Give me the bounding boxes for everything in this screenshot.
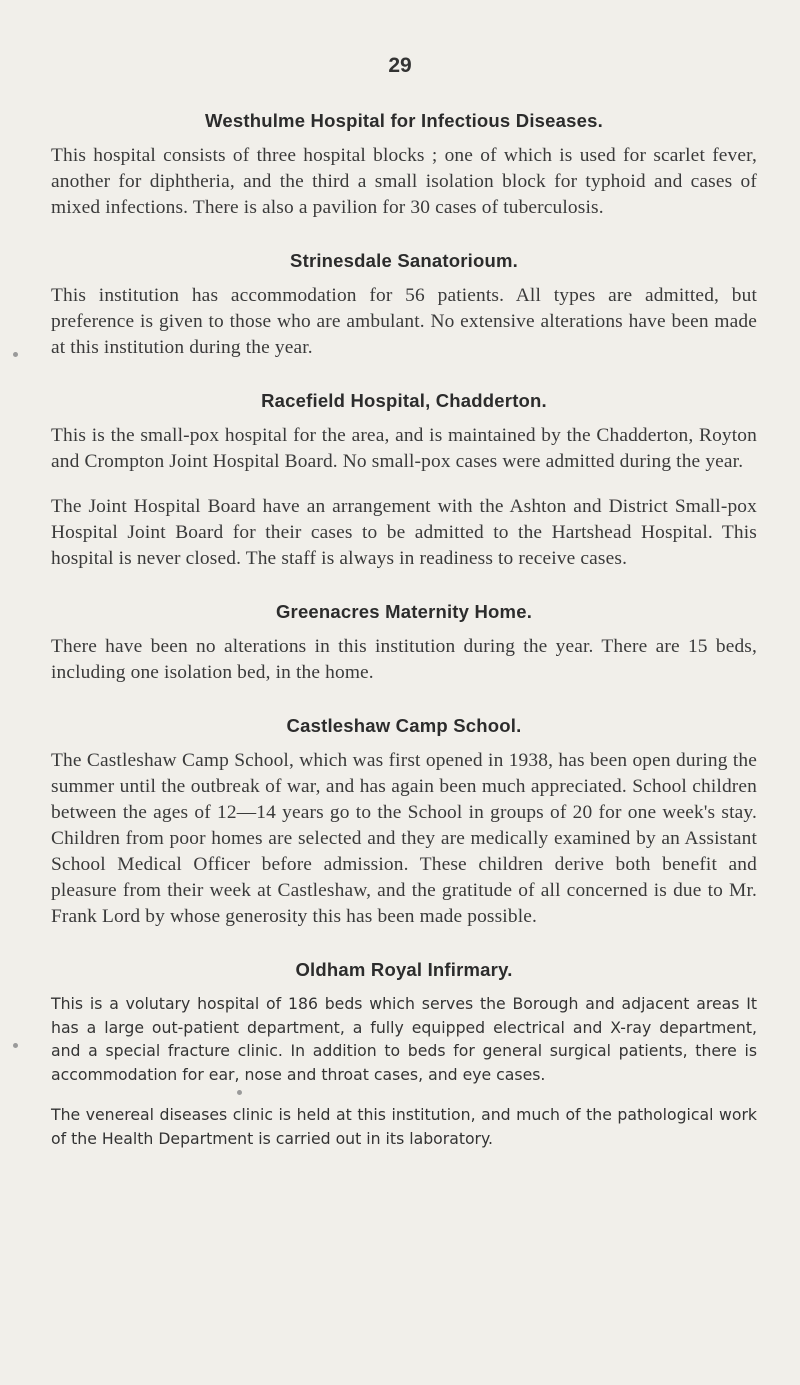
scan-speck — [13, 352, 18, 357]
section-greenacres — [51, 601, 757, 686]
paragraph: The venereal diseases clinic is held at this institution, and much of the pathological work of the Health Department is carried out in its laboratory. — [51, 1105, 757, 1148]
paragraph: This is a volutary hospital of 186 beds which serves the Borough and adjacent areas It has a large out-patient department, a fully equipped electrical and X-ray department, and a special fracture clinic. In addition to beds for general surgical patients, there is accommodation for ear, nose and throat cases, and eye cases. — [51, 994, 757, 1084]
section-castleshaw — [51, 715, 757, 930]
paragraph: The Joint Hospital Board have an arrangement with the Ashton and District Small-pox Hospital Joint Board for their cases to be admitted to the Hartshead Hospital. This hospital is never closed. The staff is always in readiness to receive cases. — [51, 496, 757, 569]
paragraph: This hospital consists of three hospital blocks ; one of which is used for scarlet fever, another for diphtheria, and the third a small isolation block for typhoid and cases of mixed infections. There is also a pavilion for 30 cases of tuberculosis. — [51, 145, 757, 218]
paragraph: This is the small-pox hospital for the area, and is maintained by the Chadderton, Royton and Crompton Joint Hospital Board. No small-pox cases were admitted during the year. — [51, 425, 757, 472]
document-body — [51, 110, 757, 1179]
page-number: 29 — [388, 54, 412, 77]
section-heading: Racefield Hospital, Chadderton. — [261, 390, 547, 411]
section-oldham-royal-infirmary — [51, 959, 757, 1150]
scan-speck — [13, 1043, 18, 1048]
paragraph: This institution has accommodation for 56 patients. All types are admitted, but preference is given to those who are ambulant. No extensive alterations have been made at this institution during the year. — [51, 285, 757, 358]
section-heading: Greenacres Maternity Home. — [275, 601, 533, 622]
section-heading: Strinesdale Sanatorioum. — [290, 250, 518, 271]
section-heading: Westhulme Hospital for Infectious Diseases. — [205, 110, 603, 131]
section-heading: Castleshaw Camp School. — [286, 715, 522, 736]
section-westhulme — [51, 110, 757, 221]
paragraph: The Castleshaw Camp School, which was first opened in 1938, has been open during the summer until the outbreak of war, and has again been much appreciated. School children between the ages of 12—14 years go to the School in groups of 20 for one week's stay. Children from poor homes are selected and they are medically examined by an Assistant School Medical Officer before admission. These children derive both benefit and pleasure from their week at Castleshaw, and the gratitude of all concerned is due to Mr. Frank Lord by whose generosity this has been made possible. — [51, 750, 757, 927]
paragraph: There have been no alterations in this institution during the year. There are 15 beds, including one isolation bed, in the home. — [51, 636, 757, 683]
section-heading: Oldham Royal Infirmary. — [295, 959, 513, 980]
section-racefield — [51, 390, 757, 572]
section-strinesdale — [51, 250, 757, 361]
